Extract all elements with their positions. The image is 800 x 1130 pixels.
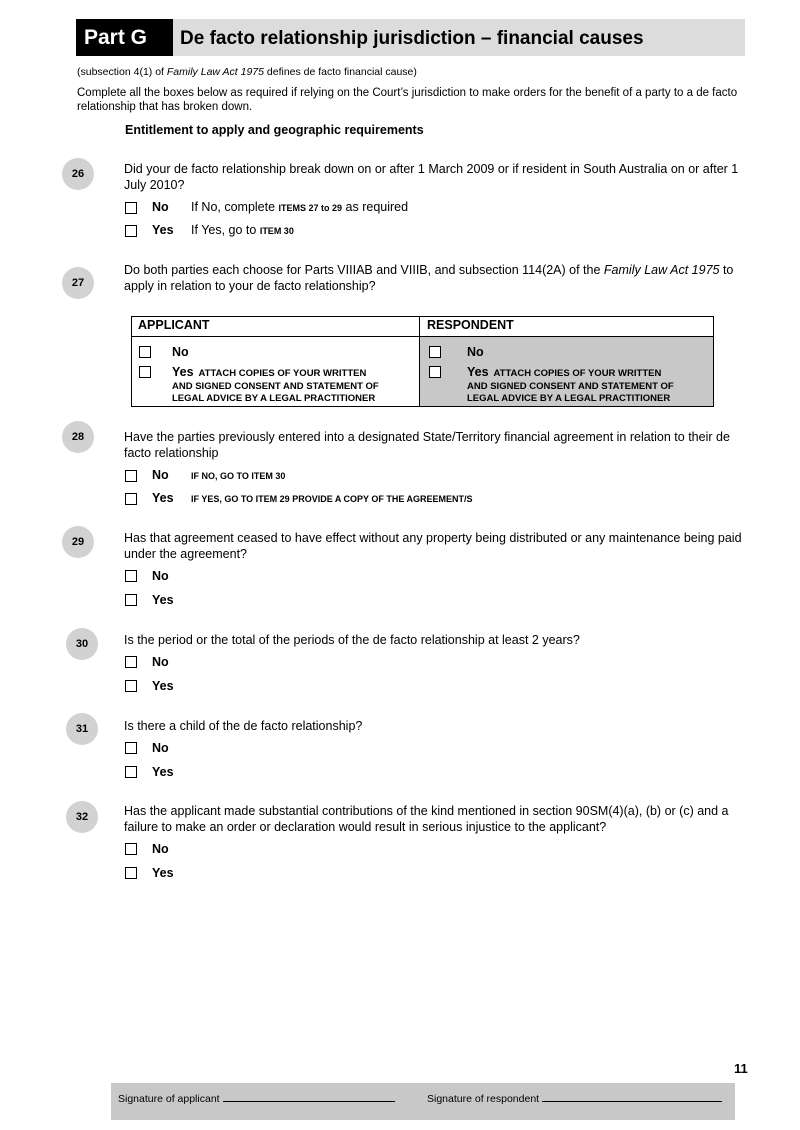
q28-no-label: No	[152, 468, 169, 482]
q29-no-label: No	[152, 569, 169, 583]
table-column-divider	[419, 316, 420, 407]
item-number-29: 29	[62, 526, 94, 558]
question-30-text: Is the period or the total of the periods of the de facto relationship at least 2 years?	[124, 633, 580, 647]
q26-yes-instruction: If Yes, go to ITEM 30	[191, 223, 294, 237]
respondent-signature-line[interactable]	[542, 1092, 722, 1102]
q31-no-label: No	[152, 741, 169, 755]
q28-yes-label: Yes	[152, 491, 174, 505]
applicant-signature-line[interactable]	[223, 1092, 395, 1102]
item-number-31: 31	[66, 713, 98, 745]
q32-no-label: No	[152, 842, 169, 856]
q29-yes-label: Yes	[152, 593, 174, 607]
question-32-text: Has the applicant made substantial contributions of the kind mentioned in section 90SM(4)(a), (b) or (c) and a failure to make an order or declaration would result in serious injustice to the applicant?	[124, 804, 729, 834]
part-label: Part G	[76, 19, 173, 56]
q30-yes-checkbox[interactable]	[125, 680, 137, 692]
applicant-no-label: No	[172, 345, 189, 359]
q30-no-checkbox[interactable]	[125, 656, 137, 668]
item-number-32: 32	[66, 801, 98, 833]
subsection-note: (subsection 4(1) of Family Law Act 1975 defines de facto financial cause)	[77, 66, 417, 78]
page-number: 11	[734, 1061, 748, 1076]
q26-yes-checkbox[interactable]	[125, 225, 137, 237]
q29-yes-checkbox[interactable]	[125, 594, 137, 606]
applicant-yes-checkbox[interactable]	[139, 366, 151, 378]
q31-yes-checkbox[interactable]	[125, 766, 137, 778]
question-29-text: Has that agreement ceased to have effect without any property being distributed or any maintenance being paid under the agreement?	[124, 531, 742, 561]
q26-no-checkbox[interactable]	[125, 202, 137, 214]
q30-no-label: No	[152, 655, 169, 669]
section-title: Entitlement to apply and geographic requirements	[125, 123, 424, 137]
q32-yes-checkbox[interactable]	[125, 867, 137, 879]
item-number-30: 30	[66, 628, 98, 660]
respondent-header: RESPONDENT	[427, 318, 514, 332]
intro-text: Complete all the boxes below as required if relying on the Court’s jurisdiction to make orders for the benefit of a party to a de facto relationship that has broken down.	[77, 87, 738, 113]
question-28-text: Have the parties previously entered into a designated State/Territory financial agreement in relation to their de facto relationship	[124, 430, 730, 460]
item-number-26: 26	[62, 158, 94, 190]
applicant-header: APPLICANT	[138, 318, 210, 332]
item-number-28: 28	[62, 421, 94, 453]
q29-no-checkbox[interactable]	[125, 570, 137, 582]
q32-no-checkbox[interactable]	[125, 843, 137, 855]
applicant-signature[interactable]: Signature of applicant	[118, 1092, 395, 1105]
q26-no-label: No	[152, 200, 169, 214]
q30-yes-label: Yes	[152, 679, 174, 693]
q28-no-checkbox[interactable]	[125, 470, 137, 482]
q31-no-checkbox[interactable]	[125, 742, 137, 754]
question-31-text: Is there a child of the de facto relationship?	[124, 719, 363, 733]
applicant-no-checkbox[interactable]	[139, 346, 151, 358]
table-header-divider	[131, 336, 714, 337]
respondent-yes-checkbox[interactable]	[429, 366, 441, 378]
q28-yes-checkbox[interactable]	[125, 493, 137, 505]
question-26-text: Did your de facto relationship break down on or after 1 March 2009 or if resident in South Australia on or after 1 July 2010?	[124, 162, 739, 192]
applicant-yes-instruction: Yes ATTACH COPIES OF YOUR WRITTEN AND SIGNED CONSENT AND STATEMENT OF LEGAL ADVICE BY A LEGAL PRACTITIONER	[172, 365, 379, 404]
question-27-text: Do both parties each choose for Parts VIIIAB and VIIIB, and subsection 114(2A) of the Family Law Act 1975 to apply in relation to your de facto relationship?	[124, 263, 734, 293]
q26-yes-label: Yes	[152, 223, 174, 237]
q32-yes-label: Yes	[152, 866, 174, 880]
respondent-no-checkbox[interactable]	[429, 346, 441, 358]
item-number-27: 27	[62, 267, 94, 299]
part-title: De facto relationship jurisdiction – financial causes	[173, 19, 745, 56]
q28-no-instruction: IF NO, GO TO ITEM 30	[191, 471, 286, 481]
q26-no-instruction: If No, complete ITEMS 27 to 29 as required	[191, 200, 409, 214]
q31-yes-label: Yes	[152, 765, 174, 779]
q28-yes-instruction: IF YES, GO TO ITEM 29 PROVIDE A COPY OF THE AGREEMENT/S	[191, 494, 473, 504]
respondent-signature[interactable]: Signature of respondent	[427, 1092, 722, 1105]
respondent-no-label: No	[467, 345, 484, 359]
respondent-yes-instruction: Yes ATTACH COPIES OF YOUR WRITTEN AND SIGNED CONSENT AND STATEMENT OF LEGAL ADVICE BY A LEGAL PRACTITIONER	[467, 365, 674, 404]
